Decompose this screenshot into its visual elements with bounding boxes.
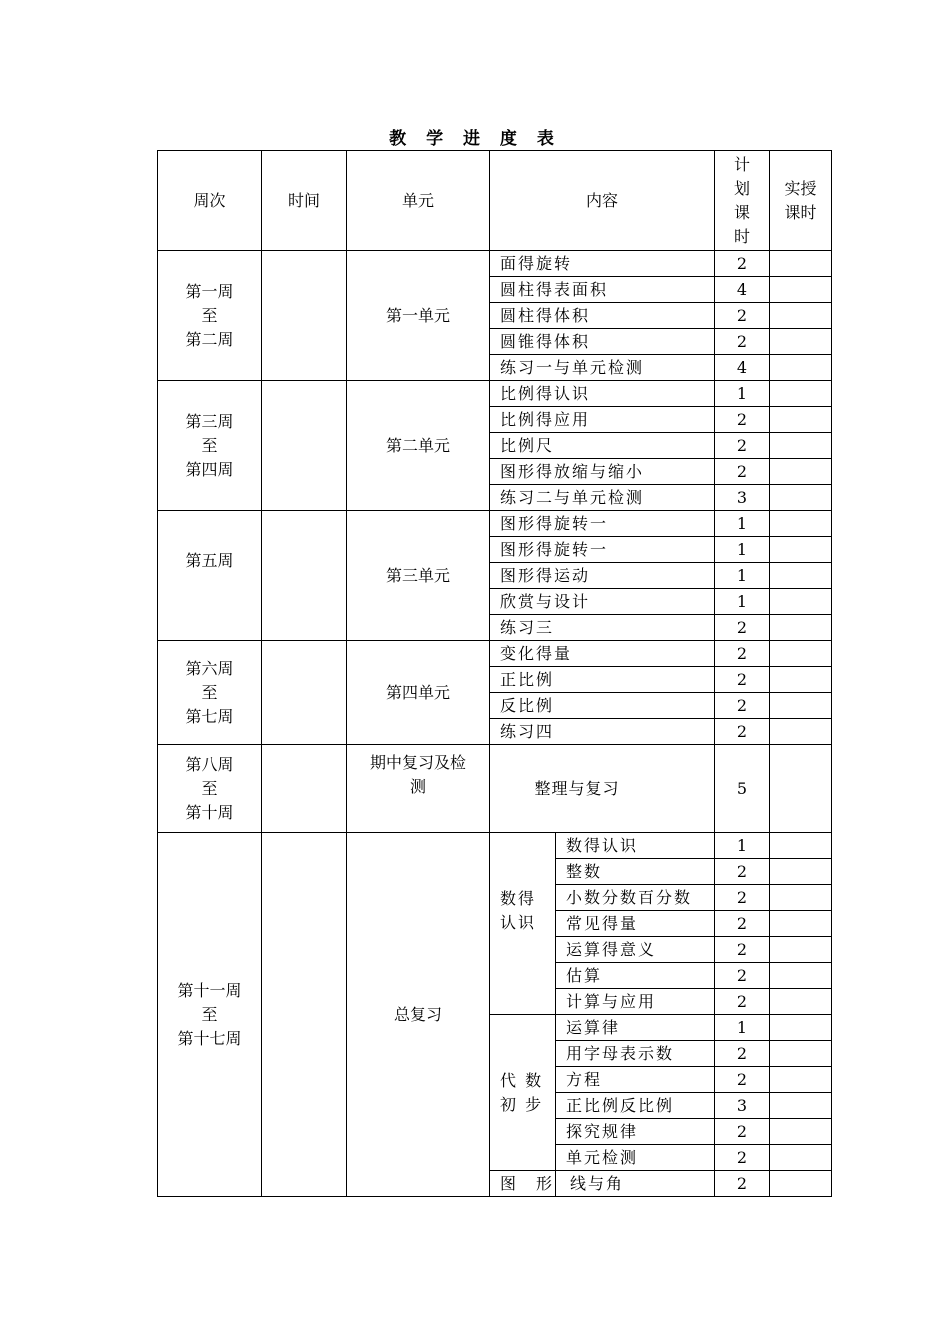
content-cell: 线与角 (556, 1171, 715, 1197)
content-cell: 比例得应用 (490, 407, 715, 433)
header-time: 时间 (262, 151, 347, 251)
actual-cell (770, 859, 832, 885)
unit-cell: 第一单元 (347, 251, 490, 381)
actual-cell (770, 885, 832, 911)
table-row (158, 641, 832, 667)
actual-cell (770, 911, 832, 937)
content-cell: 正比例 (490, 667, 715, 693)
content-cell: 小数分数百分数 (556, 885, 715, 911)
hours-cell: 3 (715, 1093, 770, 1119)
actual-cell (770, 1093, 832, 1119)
hours-cell: 2 (715, 885, 770, 911)
hours-cell: 1 (715, 381, 770, 407)
hours-cell: 2 (715, 693, 770, 719)
content-cell: 圆柱得表面积 (490, 277, 715, 303)
hours-cell: 1 (715, 833, 770, 859)
group-cell: 代 数 初 步 (490, 1015, 556, 1171)
actual-cell (770, 989, 832, 1015)
time-cell (262, 641, 347, 745)
actual-cell (770, 303, 832, 329)
hours-cell: 2 (715, 433, 770, 459)
actual-cell (770, 937, 832, 963)
hours-cell: 1 (715, 563, 770, 589)
hours-cell: 2 (715, 719, 770, 745)
week-cell: 第五周 (158, 511, 262, 641)
header-planned-cell (715, 151, 770, 251)
content-cell: 面得旋转 (490, 251, 715, 277)
content-cell: 练习一与单元检测 (490, 355, 715, 381)
content-cell: 圆柱得体积 (490, 303, 715, 329)
hours-cell: 1 (715, 1015, 770, 1041)
header-content: 内容 (490, 151, 715, 251)
actual-cell (770, 355, 832, 381)
hours-cell: 2 (715, 1145, 770, 1171)
hours-cell: 2 (715, 615, 770, 641)
content-cell: 单元检测 (556, 1145, 715, 1171)
hours-cell: 2 (715, 1067, 770, 1093)
actual-cell (770, 615, 832, 641)
header-planned: 计划课时 (734, 154, 751, 246)
time-cell (262, 381, 347, 511)
actual-cell (770, 1171, 832, 1197)
week-cell: 第八周 至 第十周 (158, 745, 262, 833)
hours-cell: 2 (715, 989, 770, 1015)
week-cell: 第十一周 至 第十七周 (158, 833, 262, 1197)
actual-cell (770, 641, 832, 667)
actual-cell (770, 563, 832, 589)
actual-cell (770, 433, 832, 459)
unit-cell: 第三单元 (347, 511, 490, 641)
actual-cell (770, 537, 832, 563)
hours-cell: 3 (715, 485, 770, 511)
hours-cell: 2 (715, 937, 770, 963)
table-row (158, 381, 832, 407)
hours-cell: 1 (715, 511, 770, 537)
hours-cell: 2 (715, 1171, 770, 1197)
content-cell: 计算与应用 (556, 989, 715, 1015)
content-cell: 图形得运动 (490, 563, 715, 589)
time-cell (262, 745, 347, 833)
content-cell: 整理与复习 (490, 745, 715, 833)
content-cell: 数得认识 (556, 833, 715, 859)
content-cell: 运算律 (556, 1015, 715, 1041)
actual-cell (770, 1145, 832, 1171)
week-cell: 第三周 至 第四周 (158, 381, 262, 511)
content-cell: 探究规律 (556, 1119, 715, 1145)
hours-cell: 2 (715, 911, 770, 937)
actual-cell (770, 511, 832, 537)
hours-cell: 2 (715, 1119, 770, 1145)
header-unit: 单元 (347, 151, 490, 251)
actual-cell (770, 963, 832, 989)
actual-cell (770, 459, 832, 485)
group-cell: 数得 认识 (490, 833, 556, 1015)
hours-cell: 2 (715, 667, 770, 693)
hours-cell: 2 (715, 641, 770, 667)
content-cell: 用字母表示数 (556, 1041, 715, 1067)
time-cell (262, 251, 347, 381)
hours-cell: 2 (715, 329, 770, 355)
content-cell: 练习二与单元检测 (490, 485, 715, 511)
unit-cell: 总复习 (347, 833, 490, 1197)
hours-cell: 2 (715, 963, 770, 989)
hours-cell: 1 (715, 589, 770, 615)
hours-cell: 2 (715, 303, 770, 329)
actual-cell (770, 589, 832, 615)
actual-cell (770, 277, 832, 303)
content-cell: 估算 (556, 963, 715, 989)
hours-cell: 2 (715, 251, 770, 277)
actual-cell (770, 833, 832, 859)
actual-cell (770, 1119, 832, 1145)
table-row (158, 251, 832, 277)
hours-cell: 4 (715, 355, 770, 381)
hours-cell: 1 (715, 537, 770, 563)
content-cell: 变化得量 (490, 641, 715, 667)
week-cell: 第六周 至 第七周 (158, 641, 262, 745)
content-cell: 反比例 (490, 693, 715, 719)
content-cell: 欣赏与设计 (490, 589, 715, 615)
content-cell: 正比例反比例 (556, 1093, 715, 1119)
actual-cell (770, 329, 832, 355)
content-cell: 常见得量 (556, 911, 715, 937)
content-cell: 整数 (556, 859, 715, 885)
actual-cell (770, 381, 832, 407)
content-cell: 练习四 (490, 719, 715, 745)
hours-cell: 4 (715, 277, 770, 303)
actual-cell (770, 407, 832, 433)
content-cell: 比例得认识 (490, 381, 715, 407)
document-title: 教 学 进 度 表 (389, 129, 561, 149)
content-cell: 图形得放缩与缩小 (490, 459, 715, 485)
actual-cell (770, 745, 832, 833)
table-row (158, 745, 832, 833)
content-cell: 练习三 (490, 615, 715, 641)
header-week: 周次 (158, 151, 262, 251)
actual-cell (770, 251, 832, 277)
unit-cell: 第四单元 (347, 641, 490, 745)
header-actual: 实授 课时 (770, 151, 832, 251)
actual-cell (770, 693, 832, 719)
actual-cell (770, 1067, 832, 1093)
header-row (158, 151, 832, 251)
hours-cell: 5 (715, 745, 770, 833)
hours-cell: 2 (715, 1041, 770, 1067)
table-row (158, 511, 832, 537)
content-cell: 图形得旋转一 (490, 511, 715, 537)
hours-cell: 2 (715, 859, 770, 885)
content-cell: 方程 (556, 1067, 715, 1093)
hours-cell: 2 (715, 407, 770, 433)
content-cell: 圆锥得体积 (490, 329, 715, 355)
actual-cell (770, 485, 832, 511)
unit-cell: 第二单元 (347, 381, 490, 511)
group-cell: 图 形 (490, 1171, 556, 1197)
time-cell (262, 511, 347, 641)
actual-cell (770, 1015, 832, 1041)
time-cell (262, 833, 347, 1197)
content-cell: 比例尺 (490, 433, 715, 459)
unit-cell: 期中复习及检 测 (347, 745, 490, 833)
table-row (158, 833, 832, 859)
actual-cell (770, 1041, 832, 1067)
actual-cell (770, 667, 832, 693)
schedule-table (157, 150, 832, 1197)
actual-cell (770, 719, 832, 745)
content-cell: 图形得旋转一 (490, 537, 715, 563)
week-cell: 第一周 至 第二周 (158, 251, 262, 381)
hours-cell: 2 (715, 459, 770, 485)
content-cell: 运算得意义 (556, 937, 715, 963)
